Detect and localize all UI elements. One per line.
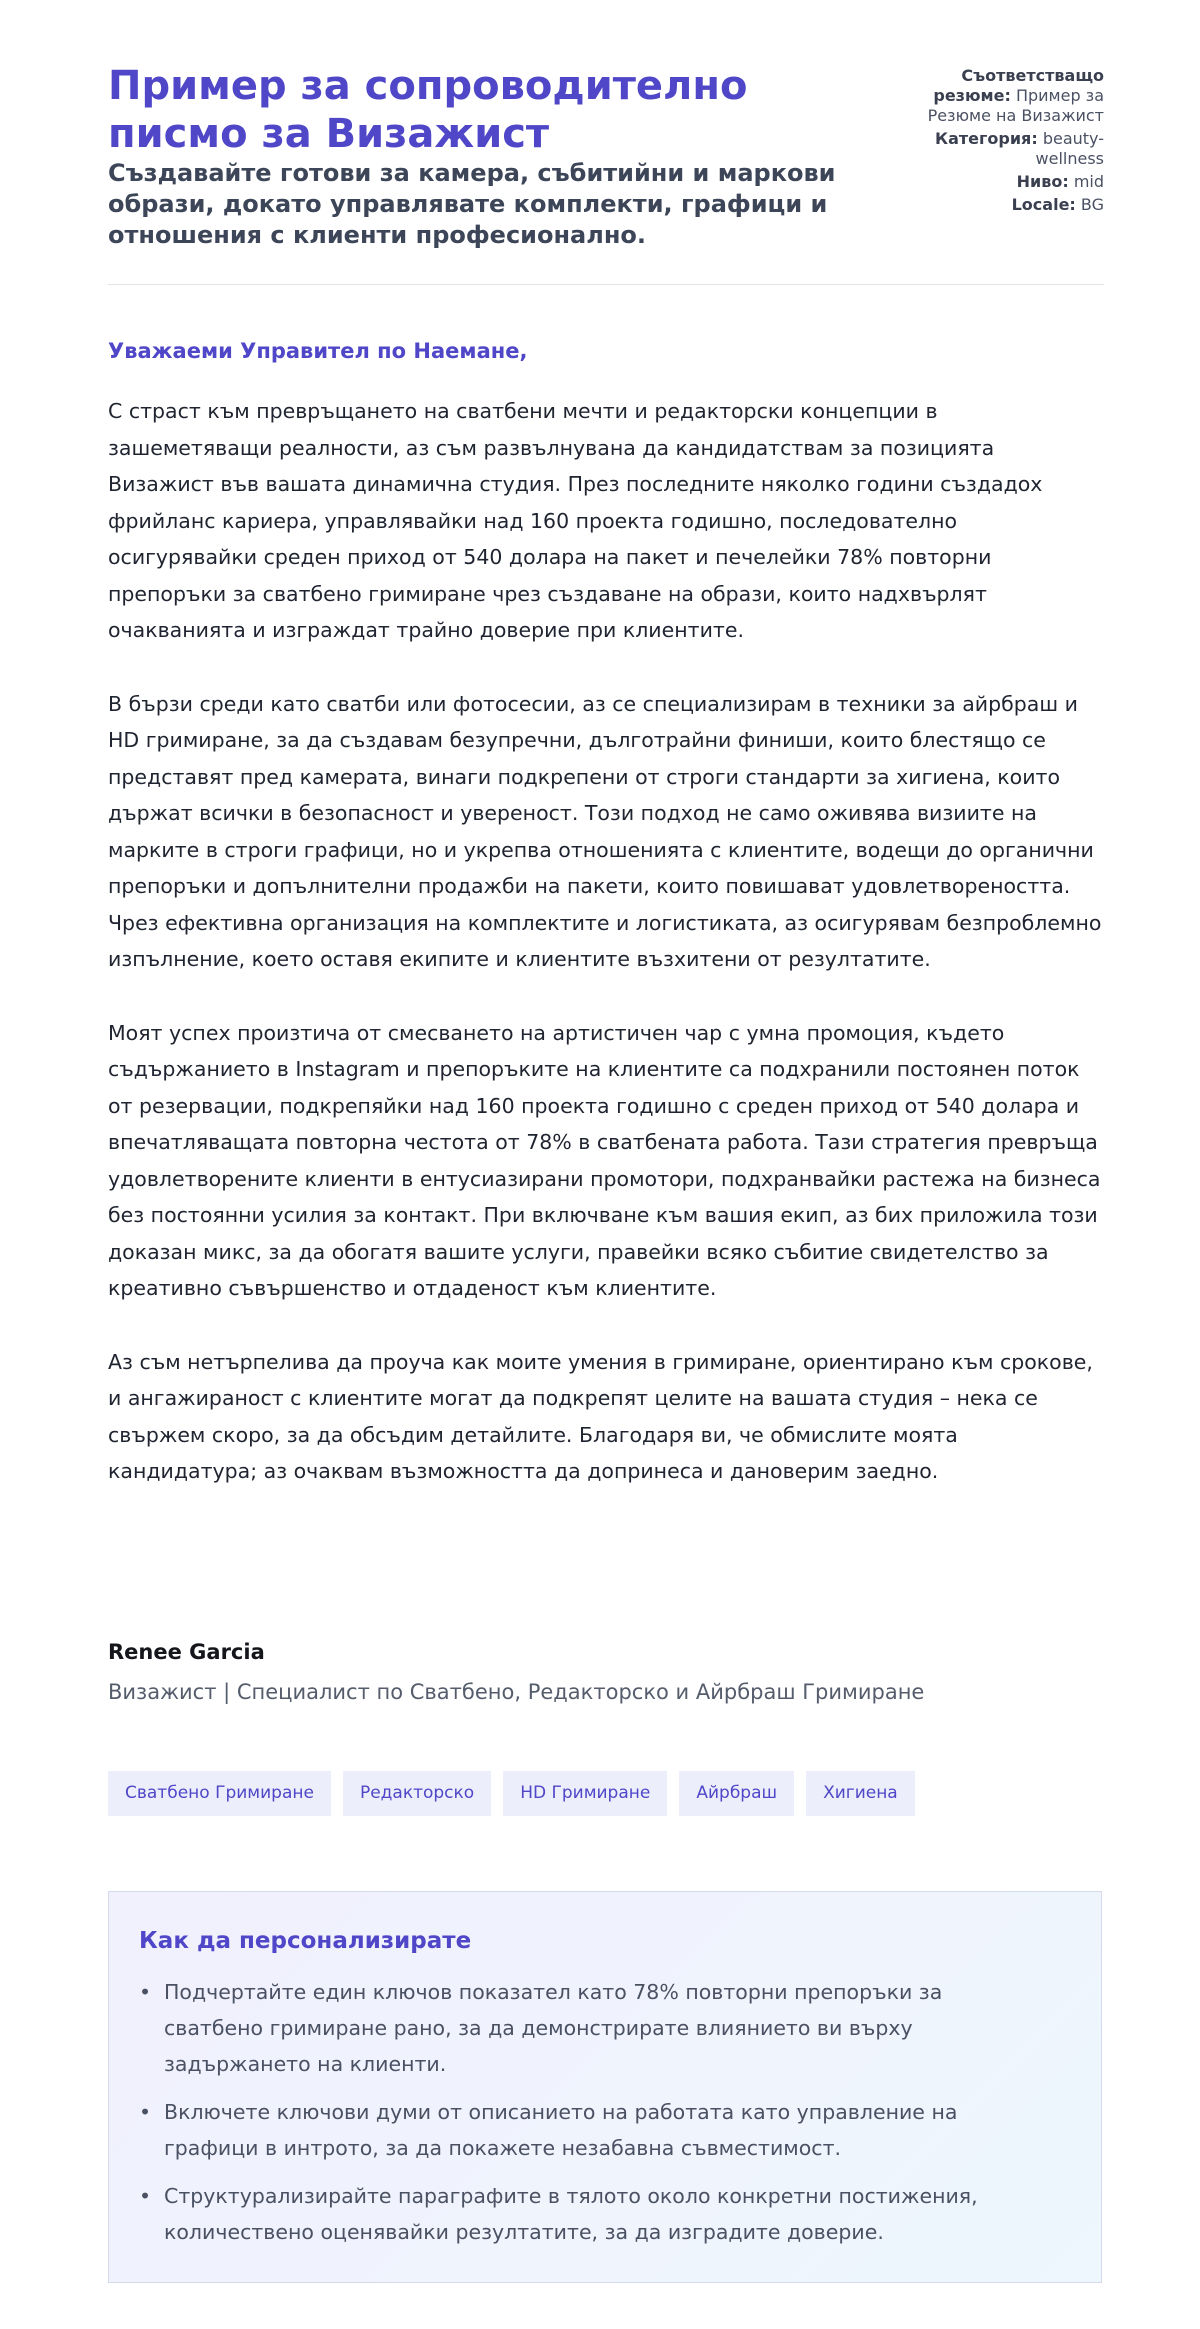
customize-tips-box bbox=[108, 1891, 1102, 2283]
tag-hd-makeup: HD Гримиране bbox=[503, 1771, 667, 1816]
meta-category-label: Категория: bbox=[935, 129, 1038, 148]
page-subtitle: Създавайте готови за камера, събитийни и маркови образи, докато управлявате комплекти, графици и отношения с клиенти професионално. bbox=[108, 159, 836, 249]
meta-panel bbox=[884, 66, 1104, 218]
meta-category bbox=[884, 129, 1104, 169]
page-header bbox=[108, 62, 1104, 285]
tips-list-item bbox=[139, 2094, 1044, 2166]
tips-title: Как да персонализирате bbox=[139, 1928, 472, 1954]
tips-list-item bbox=[139, 2178, 1044, 2250]
tips-item-text: Включете ключови думи от описанието на работата като управление на графици в интрото, за да покажете незабавна съвместимост. bbox=[164, 2100, 958, 2160]
tips-list-item bbox=[139, 1974, 1044, 2082]
page-title: Пример за сопроводително писмо за Визажист bbox=[108, 63, 748, 157]
tips-list bbox=[139, 1974, 1044, 2262]
meta-category-value: beauty-wellness bbox=[1035, 129, 1104, 168]
meta-level-label: Ниво: bbox=[1016, 172, 1069, 191]
meta-locale-label: Locale: bbox=[1011, 195, 1076, 214]
meta-level-value: mid bbox=[1073, 172, 1104, 191]
signature-role: Визажист | Специалист по Сватбено, Редакторско и Айрбраш Гримиране bbox=[108, 1680, 925, 1704]
letter-paragraph-3: Моят успех произтича от смесването на артистичен чар с умна промоция, където съдържанието в Instagram и препоръките на клиентите са подхранили постоянен поток от резервации, подкрепяйки над 160 проекта годишно с среден приход от 540 долара и впечатляващата повторна честота от 78% в сватбената работа. Тази стратегия превръща удовлетворените клиенти в ентусиазирани промотори, подхранвайки растежа на бизнеса без постоянни усилия за контакт. При включване към вашия екип, аз бих приложила този доказан микс, за да обогатя вашите услуги, правейки всяко събитие свидетелство за креативно съвършенство и отдаденост към клиентите. bbox=[108, 1020, 1101, 1300]
tag-editorial: Редакторско bbox=[343, 1771, 491, 1816]
signature-name: Renee Garcia bbox=[108, 1640, 265, 1664]
letter-body bbox=[108, 393, 1104, 1527]
bullet-icon: • bbox=[139, 1980, 152, 2004]
meta-locale bbox=[884, 195, 1104, 215]
meta-locale-value: BG bbox=[1080, 195, 1104, 214]
letter-paragraph-4: Аз съм нетърпелива да проуча как моите умения в гримиране, ориентирано към срокове, и ангажираност с клиентите могат да подкрепят целите на вашата студия – нека се свържем скоро, за да обсъдим детайлите. Благодаря ви, че обмислите моята кандидатура; аз очаквам възможността да допринеса и дановерим заедно. bbox=[108, 1349, 1093, 1483]
meta-level bbox=[884, 172, 1104, 192]
letter-paragraph-2: В бързи среди като сватби или фотосесии, аз се специализирам в техники за айрбраш и HD гримиране, за да създавам безупречни, дълготрайни финиши, които блестящо се представят пред камерата, винаги подкрепени от строги стандарти за хигиена, които държат всички в безопасност и увереност. Този подход не само оживява визиите на марките в строги графици, но и укрепва отношенията с клиентите, водещи до органични препоръки и допълнителни продажби на пакети, които повишават удовлетвореността. Чрез ефективна организация на комплектите и логистиката, аз осигурявам безпроблемно изпълнение, което оставя екипите и клиентите възхитени от резултатите. bbox=[108, 691, 1102, 971]
letter-greeting: Уважаеми Управител по Наемане, bbox=[108, 339, 528, 363]
tag-hygiene: Хигиена bbox=[806, 1771, 915, 1816]
meta-resume-value: Пример за Резюме на Визажист bbox=[927, 86, 1104, 125]
cover-letter-page bbox=[108, 62, 1104, 2244]
letter-paragraph-1: С страст към превръщането на сватбени мечти и редакторски концепции в зашеметяващи реалности, аз съм развълнувана да кандидатствам за позицията Визажист във вашата динамична студия. През последните няколко години създадох фрийланс кариера, управлявайки над 160 проекта годишно, последователно осигурявайки среден приход от 540 долара на пакет и печелейки 78% повторни препоръки за сватбено гримиране чрез създаване на образи, които надхвърлят очакванията и изграждат трайно доверие при клиентите. bbox=[108, 399, 1043, 642]
tag-airbrush: Айрбраш bbox=[679, 1771, 794, 1816]
meta-resume-label: Съответстващо резюме: bbox=[933, 66, 1104, 105]
letter-signature bbox=[108, 1638, 1104, 1706]
bullet-icon: • bbox=[139, 2100, 152, 2124]
bullet-icon: • bbox=[139, 2184, 152, 2208]
meta-resume bbox=[884, 66, 1104, 126]
tips-item-text: Подчертайте един ключов показател като 78% повторни препоръки за сватбено гримиране рано, за да демонстрирате влиянието ви върху задържането на клиенти. bbox=[164, 1980, 943, 2076]
tips-item-text: Структурализирайте параграфите в тялото около конкретни постижения, количествено оценявайки резултатите, за да изградите доверие. bbox=[164, 2184, 978, 2244]
skill-tags bbox=[108, 1771, 915, 1816]
tag-wedding-makeup: Сватбено Гримиране bbox=[108, 1771, 331, 1816]
